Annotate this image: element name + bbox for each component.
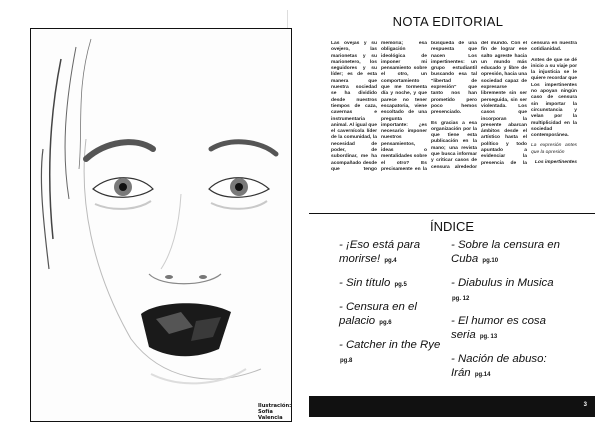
toc-item[interactable] — [339, 238, 454, 268]
illustration-credit — [258, 403, 291, 421]
editorial-title: NOTA EDITORIAL — [392, 14, 504, 29]
toc-item-page: pg. 12 — [452, 296, 470, 302]
toc-item-title: - Diabulus in Musica — [451, 277, 554, 289]
right-page — [304, 0, 600, 424]
credit-name: Sofía Valencia — [258, 409, 283, 421]
toc-item-title: - ¡Eso está para morirse! — [339, 239, 421, 265]
toc-item-title: - Sobre la censura en Cuba — [451, 239, 560, 265]
toc-item[interactable] — [339, 338, 454, 368]
toc-item-page: pg.8 — [340, 358, 353, 364]
toc-item-page: pg.5 — [394, 282, 407, 288]
portrait-drawing — [31, 29, 292, 422]
editorial-paragraph: Antes de que se dé inicio a su viaje por la injusticia se le quiere recordar que Los impertinentes no apoyan ningún caso de censura sin importar la circunstancia y velan por la multiplicidad en la sociedad contemporánea. — [531, 57, 577, 139]
section-divider — [309, 213, 595, 214]
toc-item[interactable] — [451, 276, 566, 306]
toc-item[interactable] — [339, 300, 454, 330]
toc-item-title: - Nación de abuso: Irán — [451, 353, 547, 379]
editorial-paragraph: Es gracias a esa organización por la que tiene esta publicación en la mano; una revista que busca informar y criticar casos de censura alrededor del mundo. Con el fin de lograr ese salto agreste hacia un mundo más educado y libre de opresión, hacia una sociedad capaz de expresarse libremente sin ser perseguida, sin ser violentada. Los casos que incorporan la presente abarcan ámbitos desde el artístico hasta el político y todo apuntado a evidenciar la presencia de la censura en nuestra cotidianidad. — [431, 41, 577, 170]
editorial-closing: La expresión antes que la opresión — [531, 143, 577, 155]
toc-item[interactable] — [451, 238, 566, 268]
toc-item-title: - Sin título — [339, 277, 391, 289]
toc-item[interactable] — [451, 352, 566, 382]
toc-item[interactable] — [339, 276, 454, 292]
toc-item-title: - Catcher in the Rye — [339, 339, 441, 351]
page-number: 3 — [583, 402, 587, 408]
credit-label: Ilustración: — [258, 403, 292, 409]
toc-right-column — [451, 238, 566, 390]
toc-item-page: pg. 13 — [479, 334, 498, 340]
editorial-body — [331, 41, 577, 209]
index-title: ÍNDICE — [429, 219, 475, 234]
left-page — [10, 10, 292, 421]
footer-bar — [309, 396, 595, 417]
toc-item-title: - Censura en el palacio — [339, 301, 417, 327]
toc-item-title: - El humor es cosa seria — [451, 315, 546, 341]
toc-item-page: pg.6 — [379, 320, 392, 326]
toc-left-column — [339, 238, 454, 376]
toc-item-page: pg.14 — [474, 372, 491, 378]
face-illustration — [30, 28, 292, 422]
editorial-signature: Los impertinentes — [534, 160, 577, 166]
toc-item-page: pg.4 — [384, 258, 397, 264]
toc-item[interactable] — [451, 314, 566, 344]
toc-item-page: pg.10 — [482, 258, 499, 264]
editorial-paragraph: Las ovejas y su ovejero, las marionetas y su marionetero, los seguidores y su líder; es de esta manera que nuestra sociedad se ha dividido desde nuestros tiempos de caza, cavernas e instrumentaria animal. Al igual que el cavernícola líder de la comunidad, la necesidad de poder, de subordinar, me ha acompañado desde que tengo memoria; esa obligación ideológica de imponer mi pensamiento sobre el otro, un comportamiento que me tormenta día y noche, y que parece no tener escapatoria, viene escoltado de una pregunta importante: ¿es necesario imponer nuestros pensamientos, ideas o mentalidades sobre el otro? Es precisamente en la búsqueda de una respuesta que nacen Los impertinentes: un grupo estudiantil buscando esa tal "libertad de expresión" que tanto nos han prometido pero poco hemos presenciado. — [331, 41, 477, 172]
